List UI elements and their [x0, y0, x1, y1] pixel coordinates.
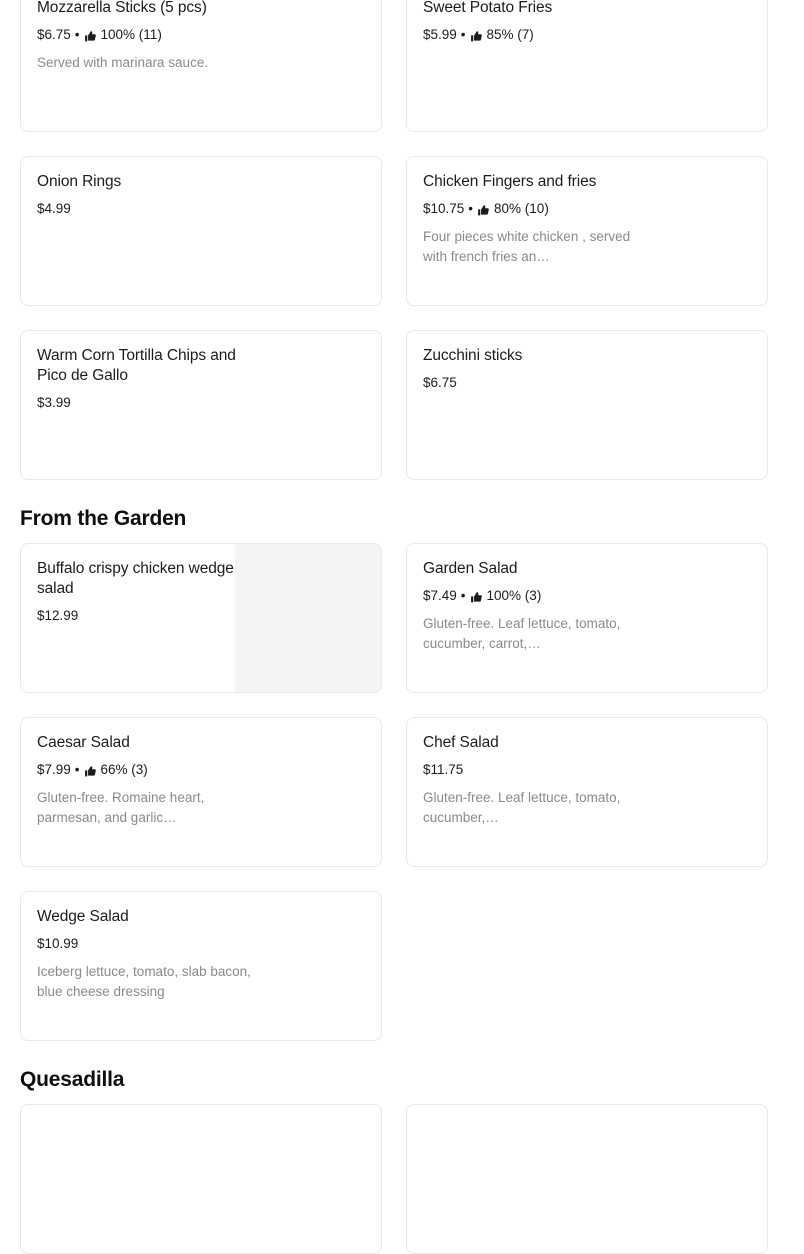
menu-item-price: $5.99 — [423, 27, 457, 42]
menu-item-price: $7.99 — [37, 762, 71, 778]
menu-item-card[interactable] — [20, 543, 382, 693]
menu-item-grid — [20, 543, 784, 1041]
menu-item-name: Wedge Salad — [37, 908, 129, 926]
menu-item-name: Caesar Salad — [37, 734, 130, 752]
menu-item-content — [37, 733, 255, 828]
menu-item-grid — [20, 1104, 784, 1254]
menu-item-content — [423, 733, 641, 828]
menu-item-description: Four pieces white chicken , served with french fries an… — [423, 229, 631, 264]
menu-item-card[interactable] — [406, 543, 768, 693]
menu-item-rating: 85% (7) — [486, 27, 534, 42]
menu-item-content — [37, 0, 255, 73]
menu-item-rating: 80% (10) — [494, 201, 549, 216]
menu-section — [20, 0, 784, 480]
menu-item-price: $12.99 — [37, 608, 79, 624]
menu-section — [20, 506, 784, 1041]
menu-item-card[interactable] — [20, 0, 382, 132]
menu-item-name: Buffalo crispy chicken wedge salad — [37, 560, 234, 598]
menu-item-price: $6.75 — [37, 27, 71, 42]
menu-item-meta — [423, 200, 641, 217]
menu-item-meta — [423, 761, 641, 778]
menu-item-content — [37, 172, 255, 217]
thumbs-up-icon — [470, 591, 483, 604]
menu-item-meta — [37, 935, 255, 952]
menu-item-meta — [37, 761, 255, 778]
thumbs-up-icon — [84, 765, 97, 778]
menu-item-meta — [37, 607, 255, 624]
menu-item-description: Gluten-free. Leaf lettuce, tomato, cucumber, carrot,… — [423, 616, 621, 652]
menu-item-meta — [423, 587, 641, 604]
menu-item-card[interactable] — [20, 156, 382, 306]
section-title: Quesadilla — [20, 1068, 125, 1092]
menu-item-price: $4.99 — [37, 201, 71, 216]
menu-item-price: $7.49 — [423, 588, 457, 604]
menu-item-price: $3.99 — [37, 395, 71, 410]
menu-item-card[interactable] — [20, 1104, 382, 1254]
menu-item-meta — [423, 26, 641, 43]
section-title: From the Garden — [20, 507, 187, 530]
menu-item-name: Warm Corn Tortilla Chips and Pico de Gallo — [37, 347, 236, 384]
menu-item-content — [37, 907, 255, 1002]
menu-item-rating: 100% (11) — [100, 27, 162, 42]
meta-separator: • — [74, 762, 80, 778]
menu-item-content — [423, 172, 641, 267]
menu-item-price: $10.75 — [423, 201, 465, 216]
meta-separator: • — [468, 201, 474, 216]
menu-item-name: Sweet Potato Fries — [423, 0, 553, 16]
menu-item-content — [37, 559, 255, 624]
menu-item-card[interactable] — [20, 330, 382, 480]
meta-separator: • — [460, 588, 466, 604]
menu-item-content — [37, 346, 255, 411]
menu-item-meta — [37, 200, 255, 217]
menu-item-card[interactable] — [406, 330, 768, 480]
menu-section — [20, 1067, 784, 1254]
menu-item-grid — [20, 0, 784, 480]
menu-item-description: Gluten-free. Leaf lettuce, tomato, cucumber,… — [423, 790, 621, 826]
menu-item-card[interactable] — [406, 717, 768, 867]
menu-item-description: Gluten-free. Romaine heart, parmesan, and garlic… — [37, 790, 205, 826]
menu-item-rating: 100% (3) — [486, 588, 542, 604]
menu-item-meta — [37, 26, 255, 43]
menu-item-price: $11.75 — [423, 762, 464, 778]
menu-item-card[interactable] — [20, 891, 382, 1041]
menu-item-card[interactable] — [406, 1104, 768, 1254]
menu-item-name: Chef Salad — [423, 734, 499, 752]
menu-item-meta — [423, 374, 641, 391]
menu-item-image — [235, 544, 381, 693]
menu-item-rating: 66% (3) — [100, 762, 148, 778]
menu-item-meta — [37, 394, 255, 411]
menu-item-card[interactable] — [406, 156, 768, 306]
menu-item-content — [423, 346, 641, 391]
meta-separator: • — [460, 27, 466, 42]
menu-item-name: Onion Rings — [37, 173, 122, 190]
menu-item-description: Served with marinara sauce. — [37, 55, 209, 70]
menu-item-content — [423, 559, 641, 654]
menu-item-name: Garden Salad — [423, 560, 518, 578]
thumbs-up-icon — [470, 30, 483, 43]
menu-item-price: $6.75 — [423, 375, 457, 390]
menu-item-content — [423, 0, 641, 43]
menu-item-card[interactable] — [406, 0, 768, 132]
menu-sections — [20, 0, 784, 1254]
thumbs-up-icon — [477, 204, 490, 217]
menu-item-card[interactable] — [20, 717, 382, 867]
menu-item-name: Mozzarella Sticks (5 pcs) — [37, 0, 207, 16]
menu-item-description: Iceberg lettuce, tomato, slab bacon, blue cheese dressing — [37, 964, 251, 1000]
menu-item-name: Zucchini sticks — [423, 347, 523, 364]
menu-item-name: Chicken Fingers and fries — [423, 173, 597, 190]
meta-separator: • — [74, 27, 80, 42]
thumbs-up-icon — [84, 30, 97, 43]
menu-item-price: $10.99 — [37, 936, 79, 952]
